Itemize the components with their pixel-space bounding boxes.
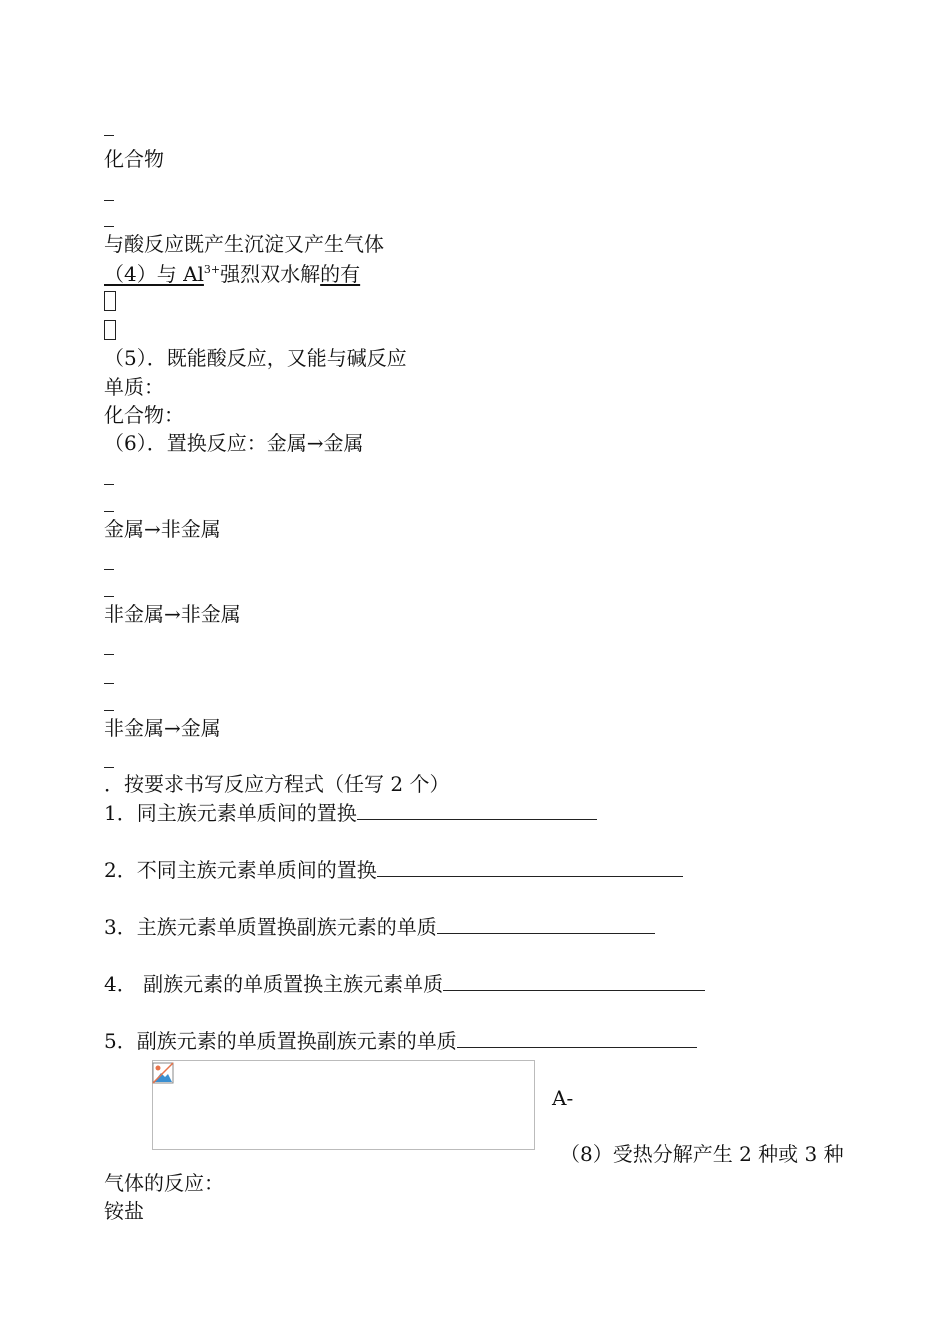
- question-3: [104, 915, 655, 939]
- blank-dash: [104, 226, 114, 227]
- question-4: [104, 972, 705, 996]
- broken-image-icon: [152, 1062, 174, 1084]
- text-metal-nonmetal: 金属→非金属: [104, 517, 221, 541]
- answer-blank-3[interactable]: [437, 915, 655, 934]
- text-ammonium: 铵盐: [104, 1199, 144, 1223]
- blank-dash: [104, 200, 114, 201]
- answer-blank-1[interactable]: [357, 801, 597, 820]
- question-2-label: 2．不同主族元素单质间的置换: [104, 858, 377, 882]
- blank-dash: [104, 569, 114, 570]
- text-acid-reaction: 与酸反应既产生沉淀又产生气体: [104, 232, 384, 256]
- text-nonmetal-nonmetal: 非金属→非金属: [104, 602, 241, 626]
- al-mid: 强烈双水解: [220, 262, 321, 286]
- text-al-hydrolysis: [104, 262, 360, 286]
- blank-dash: [104, 596, 114, 597]
- missing-glyph-box: [104, 291, 116, 311]
- answer-blank-4[interactable]: [443, 972, 705, 991]
- text-amphoteric: （5）．既能酸反应，又能与碱反应: [104, 346, 407, 370]
- question-5: [104, 1029, 697, 1053]
- text-nonmetal-metal: 非金属→金属: [104, 716, 221, 740]
- question-4-label: 4． 副族元素的单质置换主族元素单质: [104, 972, 444, 996]
- question-5-label: 5．副族元素的单质置换副族元素的单质: [104, 1029, 457, 1053]
- al-suffix: 的有: [320, 262, 361, 286]
- image-placeholder: [152, 1060, 535, 1150]
- blank-dash: [104, 710, 114, 711]
- blank-dash: [104, 654, 114, 655]
- question-1: [104, 801, 597, 825]
- question-2: [104, 858, 683, 882]
- text-displacement: （6）．置换反应：金属→金属: [104, 431, 364, 455]
- question-1-label: 1．同主族元素单质间的置换: [104, 801, 357, 825]
- question-3-label: 3．主族元素单质置换副族元素的单质: [104, 915, 437, 939]
- text-thermal-decomp: （8）受热分解产生 2 种或 3 种: [560, 1142, 844, 1166]
- text-gas-reaction: 气体的反应：: [104, 1171, 224, 1195]
- text-compound: 化合物: [104, 147, 164, 171]
- blank-dash: [104, 683, 114, 684]
- blank-dash: [104, 511, 114, 512]
- text-write-equations: ．按要求书写反应方程式（任写 2 个）: [104, 772, 450, 796]
- blank-dash: [104, 135, 114, 136]
- text-a-label: A-: [552, 1086, 574, 1110]
- text-element: 单质：: [104, 375, 164, 399]
- blank-dash: [104, 767, 114, 768]
- answer-blank-5[interactable]: [457, 1029, 697, 1048]
- answer-blank-2[interactable]: [377, 858, 683, 877]
- missing-glyph-box: [104, 320, 116, 340]
- al-prefix: （4）与 Al: [104, 262, 204, 286]
- al-charge: 3+: [203, 263, 221, 276]
- blank-dash: [104, 484, 114, 485]
- text-compound-colon: 化合物：: [104, 403, 184, 427]
